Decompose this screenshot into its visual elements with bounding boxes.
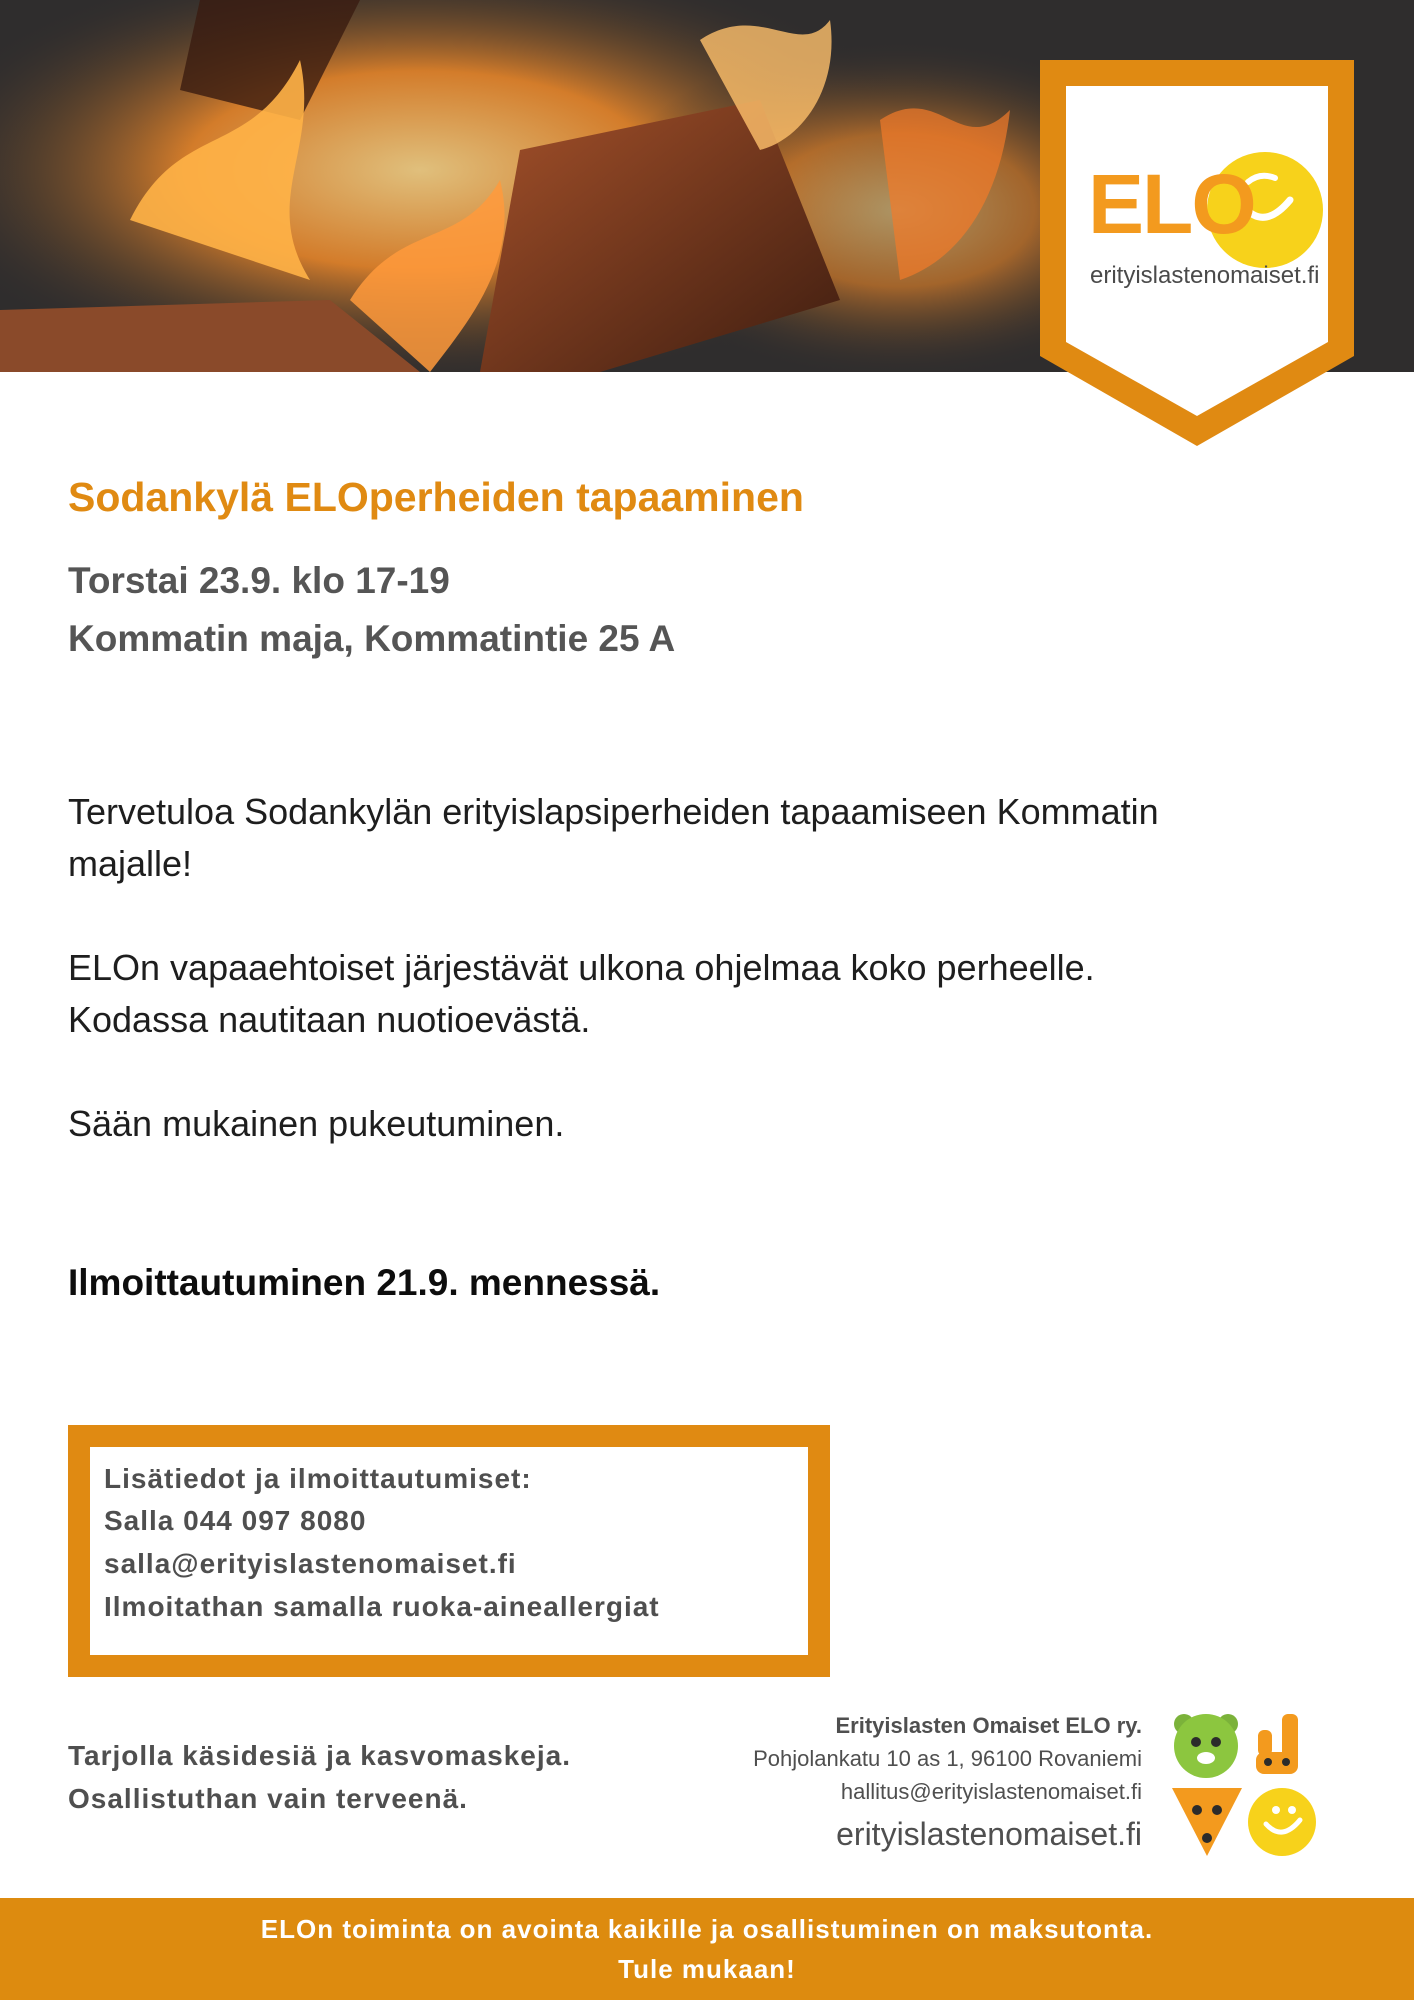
contact-phone: Salla 044 097 8080: [104, 1505, 367, 1536]
contact-note: Ilmoitathan samalla ruoka-aineallergiat: [104, 1591, 660, 1622]
contact-heading: Lisätiedot ja ilmoittautumiset:: [104, 1463, 532, 1494]
elo-logo-badge: [1040, 60, 1354, 446]
mascot-icons: [1170, 1710, 1320, 1860]
footer-banner: [0, 1898, 1414, 2000]
registration-deadline: Ilmoittautuminen 21.9. mennessä.: [68, 1262, 661, 1303]
health-line-2: Osallistuthan vain terveenä.: [68, 1783, 468, 1814]
sun-mascot-icon: [1248, 1788, 1316, 1856]
org-address: Pohjolankatu 10 as 1, 96100 Rovaniemi: [753, 1746, 1142, 1771]
contact-info-inner: [90, 1447, 808, 1655]
body-paragraph-3: Sään mukainen pukeutuminen.: [68, 1103, 565, 1144]
health-line-1: Tarjolla käsidesiä ja kasvomaskeja.: [68, 1740, 572, 1771]
contact-info-box: [68, 1425, 830, 1677]
body-paragraph-2-line-2: Kodassa nautitaan nuotioevästä.: [68, 999, 591, 1040]
logo-wordmark: ELO: [1088, 157, 1255, 251]
footer-line-1: ELOn toiminta on avointa kaikille ja osallistuminen on maksutonta.: [260, 1914, 1154, 1944]
event-datetime: Torstai 23.9. klo 17-19: [68, 560, 450, 601]
fox-mascot-icon: [1172, 1788, 1242, 1856]
body-paragraph-2-line-1: ELOn vapaaehtoiset järjestävät ulkona ohjelmaa koko perheelle.: [68, 947, 1095, 988]
org-website: erityislastenomaiset.fi: [836, 1816, 1142, 1852]
body-paragraph-1-line-2: majalle!: [68, 843, 193, 884]
body-paragraph-1-line-1: Tervetuloa Sodankylän erityislapsiperheiden tapaamiseen Kommatin: [68, 791, 1159, 832]
logo-url: erityislastenomaiset.fi: [1090, 262, 1320, 289]
rabbit-mascot-icon: [1256, 1714, 1298, 1774]
org-name: Erityislasten Omaiset ELO ry.: [835, 1713, 1142, 1738]
org-email: hallitus@erityislastenomaiset.fi: [840, 1779, 1142, 1804]
event-location: Kommatin maja, Kommatintie 25 A: [68, 618, 676, 659]
event-title: Sodankylä ELOperheiden tapaaminen: [68, 474, 804, 520]
bear-mascot-icon: [1174, 1714, 1238, 1778]
contact-email: salla@erityislastenomaiset.fi: [104, 1548, 517, 1579]
footer-line-2: Tule mukaan!: [618, 1954, 796, 1984]
